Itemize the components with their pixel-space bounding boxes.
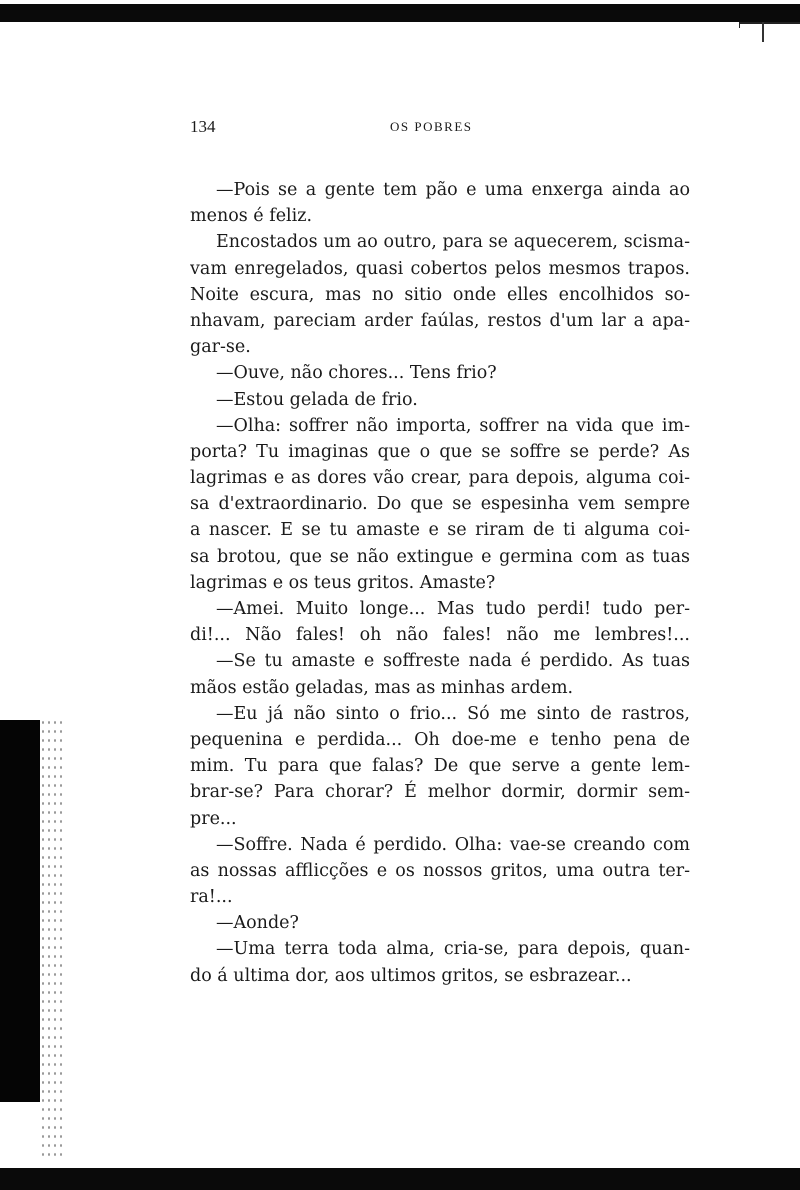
text-line: —Eu já não sinto o frio... Só me sinto de rastros,: [216, 703, 690, 724]
running-head: [190, 117, 690, 137]
text-line: ra!...: [190, 887, 233, 908]
text-line: sa brotou, que se não extingue e germina com as tuas: [190, 546, 690, 567]
scan-bottom-border: [0, 1168, 800, 1190]
text-line: —Se tu amaste e soffreste nada é perdido. As tuas: [216, 651, 690, 672]
text-line: mãos estão geladas, mas as minhas ardem.: [190, 677, 574, 698]
text-line: nhavam, pareciam arder faúlas, restos d'um lar a apa-: [190, 310, 690, 331]
text-line: —Ouve, não chores... Tens frio?: [216, 363, 497, 384]
text-line: pequenina e perdida... Oh doe-me e tenho pena de: [190, 729, 690, 750]
text-line: di!... Não fales! oh não fales! não me lembres!...: [190, 625, 690, 646]
scan-corner-mark: [739, 22, 800, 28]
text-line: sa d'extraordinario. Do que se espesinha vem sempre: [190, 494, 690, 515]
text-line: —Uma terra toda alma, cria-se, para depois, quan-: [216, 939, 690, 960]
text-line: lagrimas e as dores vão crear, para depois, alguma coi-: [190, 468, 690, 489]
text-line: as nossas afflicções e os nossos gritos, uma outra ter-: [190, 860, 690, 881]
running-title: OS POBRES: [390, 119, 473, 134]
text-line: vam enregelados, quasi cobertos pelos mesmos trapos.: [190, 258, 690, 279]
text-line: —Amei. Muito longe... Mas tudo perdi! tudo per-: [216, 599, 690, 619]
text-line: menos é feliz.: [190, 206, 313, 227]
scan-edge-speckle: [40, 718, 66, 1158]
scan-left-edge-shadow: [0, 720, 40, 1102]
text-line: —Olha: soffrer não importa, soffrer na vida que im-: [216, 415, 690, 436]
text-line: a nascer. E se tu amaste e se riram de ti alguma coi-: [190, 520, 690, 541]
text-line: gar-se.: [190, 337, 251, 358]
text-line: Encostados um ao outro, para se aquecerem, scisma-: [216, 232, 690, 253]
text-line: Noite escura, mas no sitio onde elles encolhidos so-: [190, 284, 690, 305]
text-line: mim. Tu para que falas? De que serve a gente lem-: [190, 756, 690, 777]
scan-tick-mark: [762, 22, 764, 42]
text-line: brar-se? Para chorar? É melhor dormir, dormir sem-: [190, 782, 690, 803]
page-number: 134: [190, 117, 216, 136]
text-line: —Aonde?: [216, 913, 299, 934]
text-line: —Soffre. Nada é perdido. Olha: vae-se creando com: [216, 834, 690, 855]
text-line: —Pois se a gente tem pão e uma enxerga ainda ao: [216, 180, 690, 200]
text-line: pre...: [190, 808, 237, 829]
text-line: porta? Tu imaginas que o que se soffre se perde? As: [190, 441, 690, 462]
text-line: lagrimas e os teus gritos. Amaste?: [190, 572, 496, 593]
body-text: [190, 177, 690, 989]
scan-top-border: [0, 4, 800, 22]
text-line: do á ultima dor, aos ultimos gritos, se esbrazear...: [190, 965, 632, 986]
text-line: —Estou gelada de frio.: [216, 389, 418, 410]
